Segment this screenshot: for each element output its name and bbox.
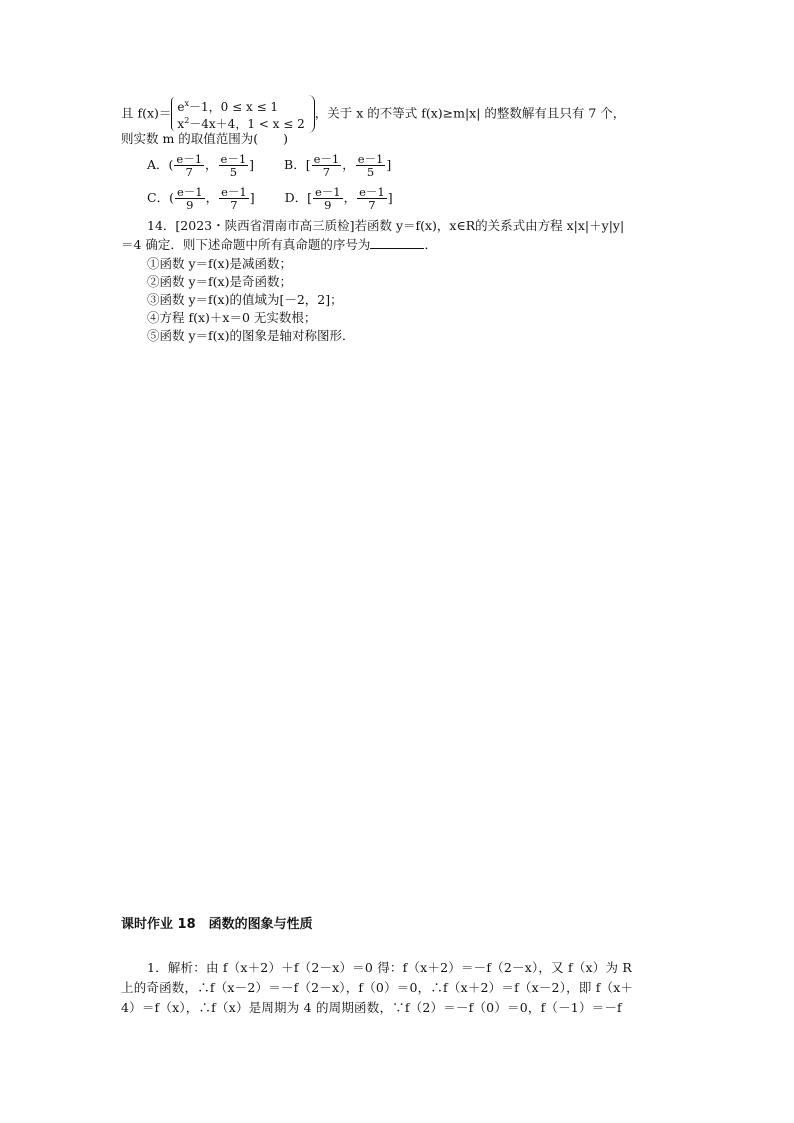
inequality-statement: ，关于 x 的不等式 f(x)≥m|x| 的整数解有且只有 7 个， xyxy=(314,105,626,121)
answer-blank[interactable] xyxy=(370,236,424,249)
option-a[interactable]: A．( $\frac{e-1}{7}$ ， $\frac{e-1}{5}$ ] xyxy=(147,152,255,179)
proposition-item: ③函数 y＝f(x)的值域为[－2，2]； xyxy=(147,292,343,307)
problem14-line1: 14．[2023・陕西省渭南市高三质检]若函数 y＝f(x)，x∈R的关系式由方程 x|x|＋y|y| xyxy=(147,218,625,233)
function-definition-prefix: 且 f(x)＝ xyxy=(121,105,172,121)
proposition-item: ①函数 y＝f(x)是减函数； xyxy=(147,256,292,271)
option-b[interactable]: B．[ $\frac{e-1}{7}$ ， $\frac{e-1}{5}$ ] xyxy=(284,152,392,179)
problem13-line1 xyxy=(121,97,625,131)
problem14-line2: ＝4 确定．则下述命题中所有真命题的序号为 ． xyxy=(121,237,437,252)
option-d[interactable]: D．[ $\frac{e-1}{9}$ ， $\frac{e-1}{7}$ ] xyxy=(284,185,393,212)
answer-line: 1．解析：由 f（x＋2）＋f（2－x）＝0 得：f（x＋2）＝－f（2－x），又 f（x）为 R xyxy=(147,960,632,975)
options-row-ab xyxy=(147,150,391,180)
option-c[interactable]: C．( $\frac{e-1}{9}$ ， $\frac{e-1}{7}$ ] xyxy=(147,185,255,212)
answer-line: 4）＝f（x），∴f（x）是周期为 4 的周期函数，∵f（2）＝－f（0）＝0，f（－1）＝－f xyxy=(121,1000,622,1015)
piecewise-function: $e^x-1$，0 ≤ x ≤ 1 $x^2-4x+4$，1 < x ≤ 2 xyxy=(171,97,314,131)
answer-line: 上的奇函数，∴f（x－2）＝－f（2－x），f（0）＝0，∴f（x＋2）＝f（x－2），即 f（x＋ xyxy=(121,980,634,995)
section-title: 课时作业 18 函数的图象与性质 xyxy=(121,917,313,932)
problem13-line2: 则实数 m 的取值范围为( ) xyxy=(121,131,289,146)
proposition-item: ④方程 f(x)＋x＝0 无实数根； xyxy=(147,310,317,325)
options-row-cd xyxy=(147,183,393,213)
proposition-item: ⑤函数 y＝f(x)的图象是轴对称图形． xyxy=(147,328,355,343)
proposition-item: ②函数 y＝f(x)是奇函数； xyxy=(147,274,292,289)
